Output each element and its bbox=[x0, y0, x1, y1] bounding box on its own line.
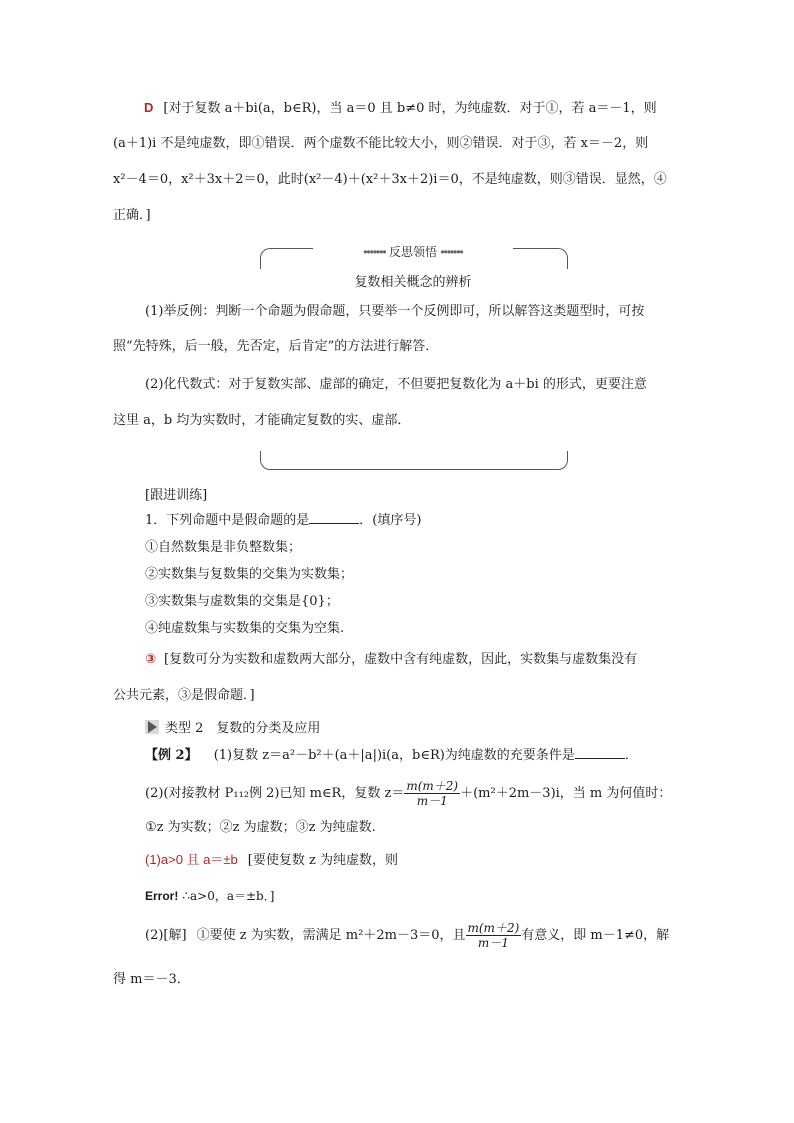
example-part-1: (1)复数 z＝a²－b²＋(a＋|a|)i(a，b∈R)为纯虚数的充要条件是 bbox=[213, 748, 575, 763]
example-part-2-pre: (2)(对接教材 P₁₁₂例 2)已知 m∈R，复数 z＝ bbox=[145, 786, 405, 801]
example-tag: 【例 2】 bbox=[145, 748, 198, 763]
answer-blank bbox=[575, 746, 625, 759]
answer-label: D bbox=[144, 100, 154, 115]
answer-blank bbox=[309, 511, 359, 524]
solution-label: (2)[解] bbox=[145, 928, 187, 943]
practice-answer-label: ③ bbox=[145, 651, 157, 666]
reflect-label-text: 反思领悟 bbox=[388, 245, 437, 259]
reflect-title: 复数相关概念的辨析 bbox=[354, 275, 472, 290]
example-answer-1 bbox=[145, 850, 398, 871]
answer-text-1: [对于复数 a＋bi(a，b∈R)，当 a＝0 且 b≠0 时，为纯虚数．对于①，若 a＝－1，则 bbox=[163, 101, 657, 116]
type-heading-text: 类型 2 复数的分类及应用 bbox=[165, 721, 321, 736]
example-line-3: ①z 为实数；②z 为虚数；③z 为纯虚数. bbox=[145, 820, 376, 835]
option-4: ④纯虚数集与实数集的交集为空集. bbox=[145, 621, 345, 636]
example-answer-2 bbox=[145, 920, 669, 952]
practice-question-tail: ．(填序号) bbox=[359, 513, 422, 528]
practice-question-text: 1．下列命题中是假命题的是 bbox=[145, 513, 310, 528]
play-triangle-icon bbox=[145, 720, 159, 734]
dots-decoration: ••••••• bbox=[363, 245, 386, 259]
option-3: ③实数集与虚数集的交集是{0}； bbox=[145, 594, 339, 609]
fraction-numerator: m(m＋2) bbox=[467, 921, 520, 935]
reflect-frame-bottom bbox=[260, 451, 568, 470]
fraction-denominator: m－1 bbox=[416, 794, 448, 808]
fraction-numerator: m(m＋2) bbox=[406, 779, 459, 793]
example-part-2-post: ＋(m²＋2m－3)i，当 m 为何值时： bbox=[460, 786, 672, 801]
fraction-denominator: m－1 bbox=[477, 936, 509, 950]
answer-line-2: (a＋1)i 不是纯虚数，即①错误．两个虚数不能比较大小，则②错误．对于③，若 x＝－2，则 bbox=[113, 136, 649, 151]
example-part-1-tail: ． bbox=[624, 748, 638, 763]
fraction bbox=[466, 921, 522, 950]
reflect-label bbox=[313, 244, 513, 260]
practice-answer-line-2: 公共元素，③是假命题．] bbox=[113, 688, 255, 703]
practice-answer-text: [复数可分为实数和虚数两大部分，虚数中含有纯虚数，因此，实数集与虚数集没有 bbox=[164, 652, 638, 667]
dots-decoration: ••••••• bbox=[440, 245, 463, 259]
answer-line-3: x²－4＝0，x²＋3x＋2＝0，此时(x²－4)＋(x²＋3x＋2)i＝0，不是纯虚数，则③错误．显然，④ bbox=[113, 172, 667, 187]
reflect-p1a: (1)举反例：判断一个命题为假命题，只要举一个反例即可，所以解答这类题型时，可按 bbox=[145, 304, 645, 319]
option-1: ①自然数集是非负整数集； bbox=[145, 540, 302, 555]
example-answer-1-line-2 bbox=[145, 886, 274, 906]
example-answer-1-tail: ∴a>0，a＝±b．] bbox=[182, 889, 275, 903]
practice-question bbox=[145, 511, 421, 531]
answer-line-4: 正确．] bbox=[113, 208, 151, 223]
practice-header: [跟进训练] bbox=[145, 488, 208, 503]
example-answer-label: (1)a>0 且 a＝±b bbox=[145, 852, 238, 867]
option-2: ②实数集与复数集的交集为实数集； bbox=[145, 567, 354, 582]
example-line-2 bbox=[145, 778, 671, 810]
practice-answer-line-1 bbox=[145, 649, 637, 670]
solution-text-post: 有意义，即 m－1≠0，解 bbox=[521, 928, 670, 943]
solution-line-2: 得 m＝－3． bbox=[113, 972, 190, 987]
example-line-1 bbox=[145, 746, 638, 766]
reflect-p2b: 这里 a，b 均为实数时，才能确定复数的实、虚部． bbox=[113, 413, 411, 428]
error-text: Error! bbox=[145, 889, 179, 903]
answer-line-1 bbox=[113, 98, 657, 119]
solution-text-pre: ①要使 z 为实数，需满足 m²＋2m－3＝0，且 bbox=[196, 928, 466, 943]
reflect-p2a: (2)化代数式：对于复数实部、虚部的确定，不但要把复数化为 a＋bi 的形式，更要注意 bbox=[145, 377, 647, 392]
fraction bbox=[404, 779, 460, 808]
reflect-p1b: 照“先特殊，后一般，先否定，后肯定”的方法进行解答． bbox=[113, 339, 439, 354]
type-heading bbox=[145, 719, 320, 739]
example-answer-text: [要使复数 z 为纯虚数，则 bbox=[247, 853, 398, 868]
